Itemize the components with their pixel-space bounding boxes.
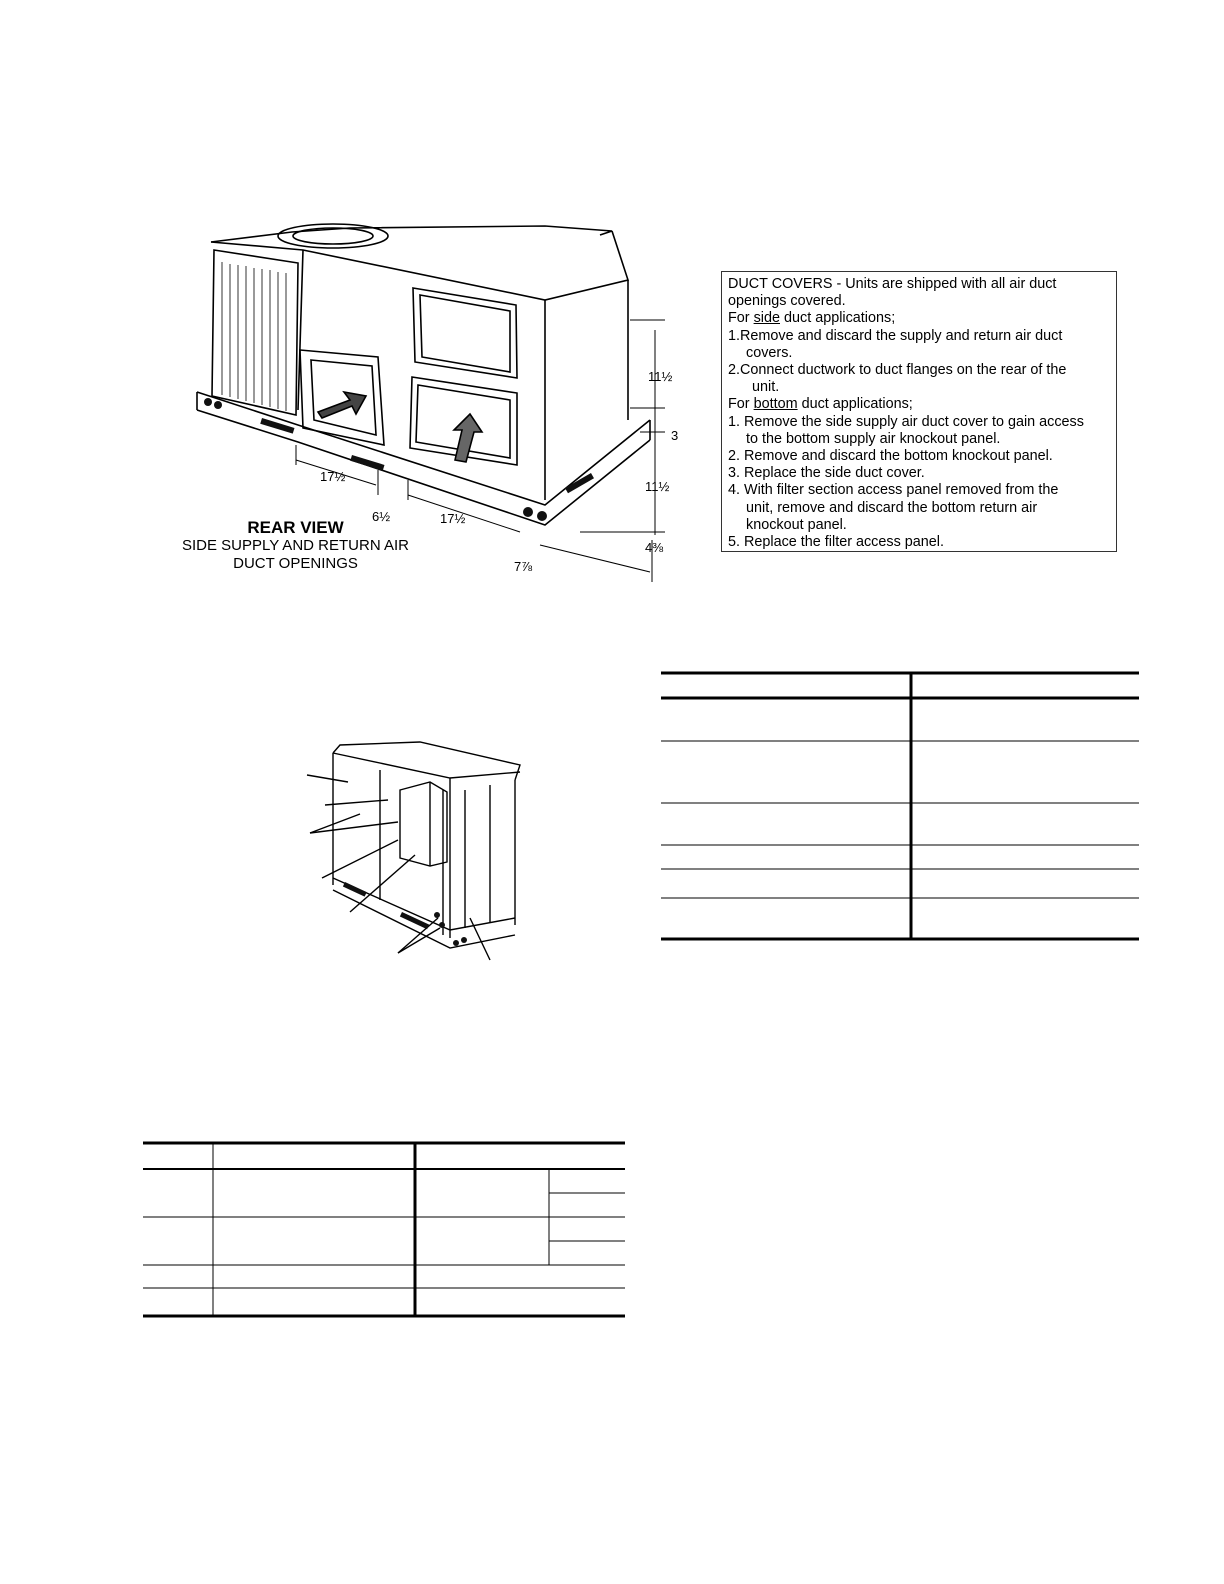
bottom-step-5: 5. Replace the filter access panel. <box>728 534 944 551</box>
dim-11-5-upper: 11½ <box>648 369 673 384</box>
dim-3: 3 <box>671 428 679 443</box>
bottom-step-4-cont: unit, remove and discard the bottom return air <box>746 499 1038 516</box>
bottom-heading: For bottom duct applications; <box>728 396 913 413</box>
side-step-1: 1.Remove and discard the supply and return air duct <box>728 327 1063 344</box>
dim-6-5: 6½ <box>372 509 391 524</box>
rear-view-subtitle-1: SIDE SUPPLY AND RETURN AIR <box>181 537 409 554</box>
bottom-step-1-cont: to the bottom supply air knockout panel. <box>746 430 1001 447</box>
duct-covers-intro-tail: openings covered. <box>728 293 846 310</box>
rear-view-title: REAR VIEW <box>247 518 344 537</box>
bottom-step-1: 1. Remove the side supply air duct cover to gain access <box>728 413 1084 430</box>
side-step-2: 2.Connect ductwork to duct flanges on the rear of the <box>728 362 1067 379</box>
bottom-step-2: 2. Remove and discard the bottom knockout panel. <box>728 448 1053 465</box>
side-heading: For side duct applications; <box>728 310 896 327</box>
side-step-2-cont: unit. <box>752 379 780 396</box>
dim-17-5-left: 17½ <box>320 469 346 484</box>
dim-7-875: 7⅞ <box>514 559 533 574</box>
dim-4-625: 4⅜ <box>645 540 664 555</box>
rear-view-subtitle-2: DUCT OPENINGS <box>233 555 358 572</box>
bottom-step-4: 4. With filter section access panel removed from the <box>728 482 1059 499</box>
dim-17-5-right: 17½ <box>440 511 466 526</box>
bottom-step-4-cont2: knockout panel. <box>746 516 847 533</box>
duct-covers-intro: DUCT COVERS - Units are shipped with all air duct <box>728 276 1057 292</box>
bottom-step-3: 3. Replace the side duct cover. <box>728 465 925 482</box>
dim-11-5-lower: 11½ <box>645 479 670 494</box>
side-step-1-cont: covers. <box>746 344 793 361</box>
